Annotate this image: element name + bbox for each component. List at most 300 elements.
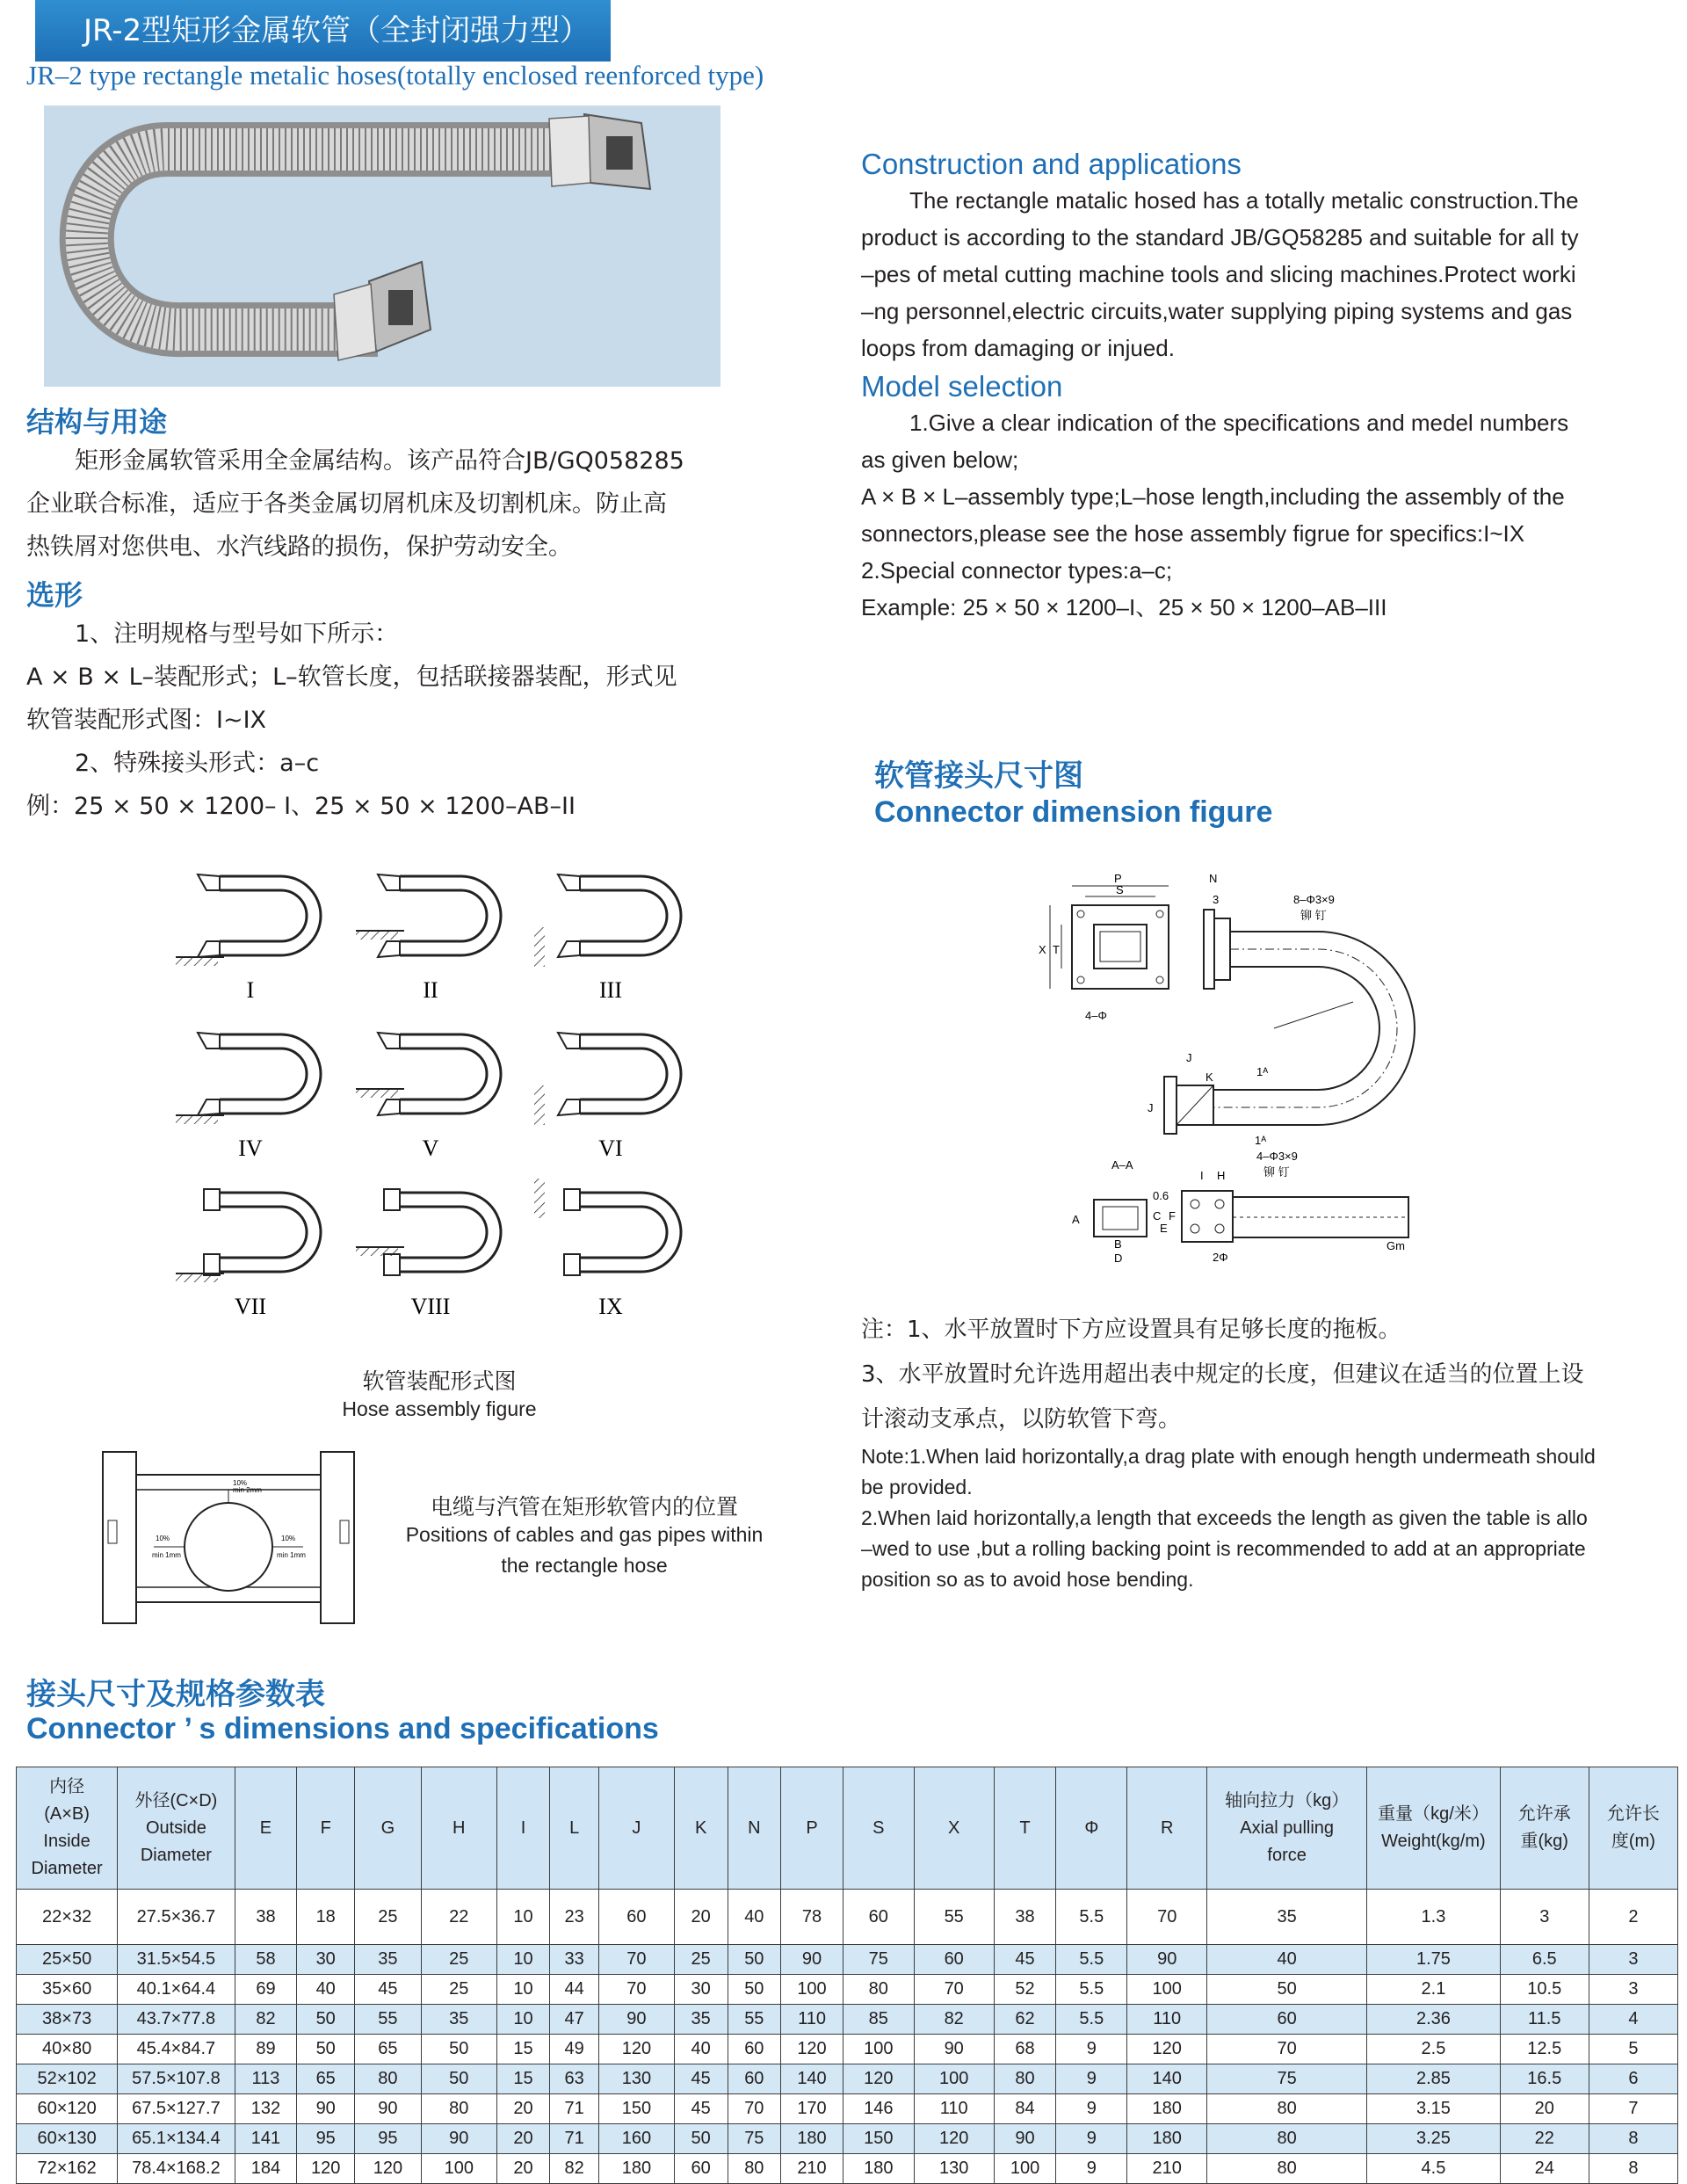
- dim-rivet-count: 8–Φ3×9: [1293, 893, 1335, 906]
- table-cell: 25: [674, 1945, 728, 1975]
- table-cell: 180: [843, 2154, 914, 2184]
- model-heading-en: Model selection: [861, 370, 1063, 403]
- table-cell: 5.5: [1056, 1975, 1127, 2005]
- table-cell: 63: [550, 2064, 599, 2094]
- table-cell: 16.5: [1500, 2064, 1589, 2094]
- table-cell: 60: [728, 2064, 781, 2094]
- assembly-variant: [356, 1033, 501, 1161]
- table-cell: 9: [1056, 2064, 1127, 2094]
- table-cell: 3.25: [1367, 2124, 1501, 2154]
- table-cell: 180: [1127, 2094, 1207, 2124]
- table-cell: 45: [674, 2064, 728, 2094]
- construction-line-1: 矩形金属软管采用全金属结构。该产品符合JB/GQ058285: [75, 447, 684, 475]
- table-cell: 50: [674, 2124, 728, 2154]
- table-header-line: Weight(kg/m): [1381, 1832, 1486, 1851]
- table-cell: 23: [550, 1890, 599, 1945]
- table-cell: 2.5: [1367, 2035, 1501, 2064]
- table-cell: 80: [421, 2094, 496, 2124]
- assembly-variant: [534, 874, 681, 1003]
- table-cell: 82: [550, 2154, 599, 2184]
- table-cell: 100: [1127, 1975, 1207, 2005]
- model-line-1: 1.Give a clear indication of the specifications and medel numbers: [909, 410, 1569, 436]
- table-header-cell: [1056, 1767, 1127, 1890]
- selection-line-5: 例：25 × 50 × 1200– I、25 × 50 × 1200–AB–II: [26, 793, 576, 820]
- table-header-line: 允许承: [1517, 1804, 1571, 1824]
- table-header-row: [17, 1767, 1678, 1890]
- model-line-3: A × B × L–assembly type;L–hose length,including the assembly of the: [861, 483, 1565, 510]
- pos-label-left-min: min 1mm: [152, 1551, 181, 1559]
- table-cell: 60: [1207, 2005, 1367, 2035]
- table-header-line: (A×B): [44, 1804, 90, 1824]
- table-cell: 90: [421, 2124, 496, 2154]
- table-cell: 132: [235, 2094, 297, 2124]
- table-cell: 82: [235, 2005, 297, 2035]
- table-cell: 180: [781, 2124, 844, 2154]
- table-cell: 110: [781, 2005, 844, 2035]
- table-cell: 71: [550, 2124, 599, 2154]
- table-cell: 20: [674, 1890, 728, 1945]
- table-title-en: Connector ’ s dimensions and specifications: [26, 1712, 659, 1745]
- table-cell: 95: [297, 2124, 355, 2154]
- table-cell: 55: [728, 2005, 781, 2035]
- note-en-3: 2.When laid horizontally,a length that exceeds the length as given the table is allo: [861, 1506, 1588, 1529]
- table-cell: 2: [1589, 1890, 1677, 1945]
- table-cell: 75: [843, 1945, 914, 1975]
- table-cell: 60×130: [17, 2124, 118, 2154]
- table-cell: 72×162: [17, 2154, 118, 2184]
- table-cell: 18: [297, 1890, 355, 1945]
- construction-line-2: 企业联合标准，适应于各类金属切屑机床及切割机床。防止高: [26, 490, 667, 518]
- table-cell: 50: [297, 2005, 355, 2035]
- table-cell: 20: [1500, 2094, 1589, 2124]
- table-cell: 40: [1207, 1945, 1367, 1975]
- table-cell: 89: [235, 2035, 297, 2064]
- notes-cn: [861, 1308, 1669, 1442]
- construction-en-line-3: –pes of metal cutting machine tools and slicing machines.Protect worki: [861, 261, 1576, 287]
- table-row: [17, 1945, 1678, 1975]
- table-cell: 120: [598, 2035, 674, 2064]
- pos-label-left: 10%: [156, 1535, 170, 1542]
- dim-Gm: Gm: [1387, 1239, 1405, 1252]
- dim-rivet-cn: 铆 钉: [1300, 909, 1327, 922]
- table-cell: 141: [235, 2124, 297, 2154]
- note-cn-3: 计滚动支承点，以防软管下弯。: [861, 1406, 1182, 1433]
- dim-P: P: [1114, 872, 1122, 885]
- table-cell: 35: [421, 2005, 496, 2035]
- assembly-label: VI: [598, 1136, 623, 1161]
- dim-C: C: [1153, 1209, 1162, 1223]
- table-cell: 80: [1207, 2094, 1367, 2124]
- table-cell: 12.5: [1500, 2035, 1589, 2064]
- table-cell: 130: [598, 2064, 674, 2094]
- table-cell: 44: [550, 1975, 599, 2005]
- table-cell: 35×60: [17, 1975, 118, 2005]
- model-line-5: 2.Special connector types:a–c;: [861, 557, 1173, 584]
- hose-assembly-figure: [158, 857, 720, 1331]
- position-title-cn: 电缆与汽管在矩形软管内的位置: [430, 1494, 738, 1520]
- table-cell: 38×73: [17, 2005, 118, 2035]
- table-header-line: I: [520, 1818, 526, 1838]
- table-cell: 100: [914, 2064, 994, 2094]
- table-cell: 10: [496, 1975, 550, 2005]
- table-cell: 100: [781, 1975, 844, 2005]
- table-cell: 35: [674, 2005, 728, 2035]
- table-cell: 150: [598, 2094, 674, 2124]
- table-cell: 40: [728, 1890, 781, 1945]
- table-cell: 8: [1589, 2124, 1677, 2154]
- table-header-line: 轴向拉力（kg）: [1225, 1790, 1350, 1810]
- table-cell: 184: [235, 2154, 297, 2184]
- assembly-label: II: [423, 977, 438, 1003]
- table-cell: 113: [235, 2064, 297, 2094]
- table-row: [17, 2064, 1678, 2094]
- table-cell: 57.5×107.8: [118, 2064, 235, 2094]
- table-cell: 95: [355, 2124, 422, 2154]
- table-cell: 180: [1127, 2124, 1207, 2154]
- construction-heading-en: Construction and applications: [861, 148, 1242, 180]
- assembly-label: VIII: [410, 1294, 451, 1319]
- table-cell: 82: [914, 2005, 994, 2035]
- selection-line-3: 软管装配形式图：I~IX: [26, 707, 267, 734]
- pos-label-top-min: min 2mm: [233, 1486, 262, 1494]
- table-cell: 120: [781, 2035, 844, 2064]
- construction-en-line-2: product is according to the standard JB/GQ58285 and suitable for all ty: [861, 224, 1579, 250]
- dim-I: I: [1200, 1169, 1204, 1182]
- dim-J-side: J: [1148, 1101, 1154, 1114]
- table-cell: 90: [914, 2035, 994, 2064]
- table-cell: 50: [728, 1975, 781, 2005]
- table-cell: 9: [1056, 2124, 1127, 2154]
- table-cell: 6.5: [1500, 1945, 1589, 1975]
- table-cell: 10: [496, 2005, 550, 2035]
- table-cell: 9: [1056, 2094, 1127, 2124]
- table-header-cell: [1207, 1767, 1367, 1890]
- table-header-cell: [781, 1767, 844, 1890]
- dim-J-top: J: [1186, 1051, 1192, 1064]
- table-cell: 69: [235, 1975, 297, 2005]
- table-row: [17, 1890, 1678, 1945]
- note-en-5: position so as to avoid hose bending.: [861, 1568, 1194, 1591]
- table-header-line: X: [948, 1818, 960, 1838]
- table-header-line: Diameter: [31, 1859, 103, 1878]
- table-cell: 90: [598, 2005, 674, 2035]
- table-cell: 80: [994, 2064, 1056, 2094]
- table-cell: 50: [1207, 1975, 1367, 2005]
- table-cell: 120: [1127, 2035, 1207, 2064]
- table-header-cell: [728, 1767, 781, 1890]
- table-cell: 9: [1056, 2154, 1127, 2184]
- table-header-cell: [235, 1767, 297, 1890]
- dim-2phi: 2Φ: [1213, 1251, 1228, 1264]
- dim-rivet-count-2: 4–Φ3×9: [1256, 1150, 1298, 1163]
- selection-line-4: 2、特殊接头形式：a–c: [75, 750, 320, 777]
- table-cell: 2.85: [1367, 2064, 1501, 2094]
- table-cell: 52×102: [17, 2064, 118, 2094]
- table-cell: 52: [994, 1975, 1056, 2005]
- dim-rivet-cn-2: 铆 钉: [1263, 1165, 1290, 1179]
- table-cell: 210: [1127, 2154, 1207, 2184]
- table-title-cn: 接头尺寸及规格参数表: [26, 1677, 325, 1712]
- table-cell: 140: [781, 2064, 844, 2094]
- table-cell: 15: [496, 2064, 550, 2094]
- table-cell: 70: [728, 2094, 781, 2124]
- pos-label-right: 10%: [281, 1535, 296, 1542]
- table-cell: 8: [1589, 2154, 1677, 2184]
- table-header-cell: [118, 1767, 235, 1890]
- assembly-variant: [176, 1033, 321, 1161]
- table-cell: 2.1: [1367, 1975, 1501, 2005]
- table-header-line: Axial pulling: [1240, 1818, 1335, 1838]
- note-en-4: –wed to use ,but a rolling backing point is recommended to add at an appropriate: [861, 1537, 1586, 1560]
- table-header-line: H: [453, 1818, 466, 1838]
- table-cell: 120: [914, 2124, 994, 2154]
- pos-label-right-min: min 1mm: [277, 1551, 306, 1559]
- table-cell: 22×32: [17, 1890, 118, 1945]
- construction-en-line-1: The rectangle matalic hosed has a totally metalic construction.The: [909, 187, 1579, 214]
- assembly-label: IV: [238, 1136, 263, 1161]
- page-title-tab: JR-2型矩形金属软管（全封闭强力型）: [35, 0, 611, 62]
- table-cell: 130: [914, 2154, 994, 2184]
- table-cell: 50: [421, 2035, 496, 2064]
- table-cell: 150: [843, 2124, 914, 2154]
- table-cell: 40×80: [17, 2035, 118, 2064]
- table-cell: 90: [994, 2124, 1056, 2154]
- table-cell: 146: [843, 2094, 914, 2124]
- table-cell: 55: [914, 1890, 994, 1945]
- dim-F: F: [1169, 1209, 1176, 1223]
- connector-title-cn: 软管接头尺寸图: [874, 758, 1083, 794]
- table-header-line: L: [569, 1818, 580, 1838]
- table-cell: 62: [994, 2005, 1056, 2035]
- table-cell: 33: [550, 1945, 599, 1975]
- table-cell: 40.1×64.4: [118, 1975, 235, 2005]
- table-cell: 20: [496, 2124, 550, 2154]
- table-cell: 45: [355, 1975, 422, 2005]
- table-cell: 10: [496, 1945, 550, 1975]
- table-cell: 31.5×54.5: [118, 1945, 235, 1975]
- dim-4phi: 4–Φ: [1085, 1009, 1107, 1022]
- table-cell: 24: [1500, 2154, 1589, 2184]
- table-cell: 90: [297, 2094, 355, 2124]
- dim-AA: A–A: [1111, 1158, 1133, 1172]
- table-header-cell: [1500, 1767, 1589, 1890]
- table-cell: 140: [1127, 2064, 1207, 2094]
- construction-text-en: [861, 182, 1652, 366]
- table-cell: 70: [598, 1945, 674, 1975]
- assembly-caption-cn: 软管装配形式图: [362, 1368, 517, 1394]
- table-cell: 7: [1589, 2094, 1677, 2124]
- dim-A: A: [1072, 1213, 1080, 1226]
- assembly-variant: [176, 1189, 321, 1319]
- construction-en-line-4: –ng personnel,electric circuits,water supplying piping systems and gas: [861, 298, 1573, 324]
- assembly-variant: [534, 1179, 681, 1319]
- table-cell: 20: [496, 2094, 550, 2124]
- table-cell: 6: [1589, 2064, 1677, 2094]
- table-cell: 120: [297, 2154, 355, 2184]
- table-cell: 70: [914, 1975, 994, 2005]
- table-cell: 100: [994, 2154, 1056, 2184]
- note-cn-2: 3、水平放置时允许选用超出表中规定的长度，但建议在适当的位置上设: [861, 1361, 1584, 1388]
- table-cell: 60: [728, 2035, 781, 2064]
- table-cell: 80: [728, 2154, 781, 2184]
- dim-T: T: [1053, 943, 1060, 956]
- table-header-cell: [297, 1767, 355, 1890]
- table-cell: 60: [843, 1890, 914, 1945]
- table-cell: 60: [598, 1890, 674, 1945]
- dim-S: S: [1116, 883, 1124, 896]
- model-line-6: Example: 25 × 50 × 1200–I、25 × 50 × 1200–AB–III: [861, 594, 1387, 620]
- table-cell: 43.7×77.8: [118, 2005, 235, 2035]
- table-cell: 90: [1127, 1945, 1207, 1975]
- table-header-cell: [843, 1767, 914, 1890]
- table-header-line: P: [806, 1818, 818, 1838]
- table-cell: 22: [1500, 2124, 1589, 2154]
- table-row: [17, 1975, 1678, 2005]
- table-header-line: Inside: [43, 1832, 91, 1851]
- dim-K: K: [1206, 1070, 1213, 1084]
- assembly-variant: [356, 874, 501, 1003]
- pos-label-top: 10%: [233, 1479, 248, 1487]
- table-cell: 25: [421, 1945, 496, 1975]
- table-cell: 78.4×168.2: [118, 2154, 235, 2184]
- table-cell: 85: [843, 2005, 914, 2035]
- table-cell: 100: [421, 2154, 496, 2184]
- table-cell: 35: [1207, 1890, 1367, 1945]
- table-cell: 47: [550, 2005, 599, 2035]
- table-cell: 15: [496, 2035, 550, 2064]
- table-header-line: 重(kg): [1520, 1832, 1568, 1851]
- dim-3: 3: [1213, 893, 1220, 906]
- table-cell: 120: [843, 2064, 914, 2094]
- table-cell: 25: [355, 1890, 422, 1945]
- product-photo: [44, 105, 720, 387]
- model-line-2: as given below;: [861, 446, 1019, 473]
- dim-N: N: [1209, 872, 1218, 885]
- selection-text-cn: [26, 613, 782, 828]
- table-cell: 22: [421, 1890, 496, 1945]
- table-cell: 3.15: [1367, 2094, 1501, 2124]
- table-header-cell: [421, 1767, 496, 1890]
- table-cell: 100: [843, 2035, 914, 2064]
- table-cell: 40: [297, 1975, 355, 2005]
- note-en-2: be provided.: [861, 1476, 973, 1498]
- table-cell: 11.5: [1500, 2005, 1589, 2035]
- table-cell: 4.5: [1367, 2154, 1501, 2184]
- table-cell: 50: [728, 1945, 781, 1975]
- assembly-label: IX: [598, 1294, 623, 1319]
- table-header-cell: [994, 1767, 1056, 1890]
- table-cell: 10.5: [1500, 1975, 1589, 2005]
- table-cell: 1.3: [1367, 1890, 1501, 1945]
- table-cell: 65.1×134.4: [118, 2124, 235, 2154]
- table-cell: 110: [914, 2094, 994, 2124]
- table-cell: 38: [235, 1890, 297, 1945]
- table-header-line: 允许长: [1606, 1804, 1660, 1824]
- selection-line-1: 1、注明规格与型号如下所示：: [75, 620, 399, 648]
- table-cell: 45.4×84.7: [118, 2035, 235, 2064]
- table-cell: 5.5: [1056, 1945, 1127, 1975]
- table-header-cell: [1589, 1767, 1677, 1890]
- selection-heading-cn: 选形: [26, 578, 83, 612]
- table-header-cell: [496, 1767, 550, 1890]
- table-cell: 5.5: [1056, 2005, 1127, 2035]
- table-cell: 9: [1056, 2035, 1127, 2064]
- table-header-line: F: [320, 1818, 331, 1838]
- assembly-label: V: [422, 1136, 439, 1161]
- table-cell: 25×50: [17, 1945, 118, 1975]
- dim-E: E: [1160, 1222, 1168, 1235]
- table-cell: 80: [1207, 2124, 1367, 2154]
- model-line-4: sonnectors,please see the hose assembly figrue for specifics:I~IX: [861, 520, 1525, 547]
- table-cell: 40: [674, 2035, 728, 2064]
- table-cell: 10: [496, 1890, 550, 1945]
- table-cell: 65: [355, 2035, 422, 2064]
- dim-1A-a: 1ᴬ: [1256, 1065, 1269, 1078]
- table-cell: 80: [355, 2064, 422, 2094]
- table-cell: 2.36: [1367, 2005, 1501, 2035]
- notes-en: [861, 1441, 1669, 1595]
- table-cell: 4: [1589, 2005, 1677, 2035]
- assembly-variant: [356, 1189, 501, 1319]
- table-header-line: force: [1267, 1845, 1307, 1865]
- table-cell: 65: [297, 2064, 355, 2094]
- table-cell: 3: [1500, 1890, 1589, 1945]
- table-cell: 90: [355, 2094, 422, 2124]
- table-header-cell: [1367, 1767, 1501, 1890]
- note-en-1: Note:1.When laid horizontally,a drag plate with enough hength undermeath should: [861, 1445, 1596, 1468]
- table-cell: 110: [1127, 2005, 1207, 2035]
- table-cell: 55: [355, 2005, 422, 2035]
- dim-0.6: 0.6: [1153, 1189, 1169, 1202]
- table-header-line: 外径(C×D): [134, 1790, 218, 1810]
- table-cell: 58: [235, 1945, 297, 1975]
- selection-line-2: A × B × L–装配形式；L–软管长度，包括联接器装配，形式见: [26, 664, 677, 691]
- dim-H: H: [1217, 1169, 1226, 1182]
- table-header-line: 内径: [49, 1777, 85, 1796]
- table-header-line: Φ: [1084, 1818, 1099, 1838]
- table-header-line: J: [632, 1818, 641, 1838]
- table-header-cell: [914, 1767, 994, 1890]
- assembly-label: VII: [234, 1294, 267, 1319]
- construction-en-line-5: loops from damaging or injued.: [861, 335, 1175, 361]
- table-header-line: Outside: [145, 1818, 206, 1838]
- page-title-en: JR–2 type rectangle metalic hoses(totally enclosed reenforced type): [26, 60, 764, 91]
- table-header-line: R: [1161, 1818, 1174, 1838]
- table-cell: 60×120: [17, 2094, 118, 2124]
- table-header-line: E: [259, 1818, 272, 1838]
- table-header-line: K: [695, 1818, 707, 1838]
- table-cell: 5.5: [1056, 1890, 1127, 1945]
- table-cell: 68: [994, 2035, 1056, 2064]
- table-cell: 1.75: [1367, 1945, 1501, 1975]
- assembly-label: I: [246, 977, 255, 1003]
- dim-X: X: [1039, 943, 1046, 956]
- table-cell: 75: [728, 2124, 781, 2154]
- table-header-line: Diameter: [140, 1845, 212, 1865]
- table-cell: 60: [914, 1945, 994, 1975]
- table-cell: 170: [781, 2094, 844, 2124]
- table-cell: 120: [355, 2154, 422, 2184]
- note-cn-1: 注：1、水平放置时下方应设置具有足够长度的拖板。: [861, 1317, 1401, 1343]
- table-cell: 160: [598, 2124, 674, 2154]
- cable-position-diagram: [101, 1450, 356, 1626]
- table-header-line: T: [1019, 1818, 1031, 1838]
- table-cell: 78: [781, 1890, 844, 1945]
- table-cell: 50: [297, 2035, 355, 2064]
- model-text-en: [861, 404, 1652, 626]
- dim-B: B: [1114, 1237, 1122, 1251]
- table-header-cell: [550, 1767, 599, 1890]
